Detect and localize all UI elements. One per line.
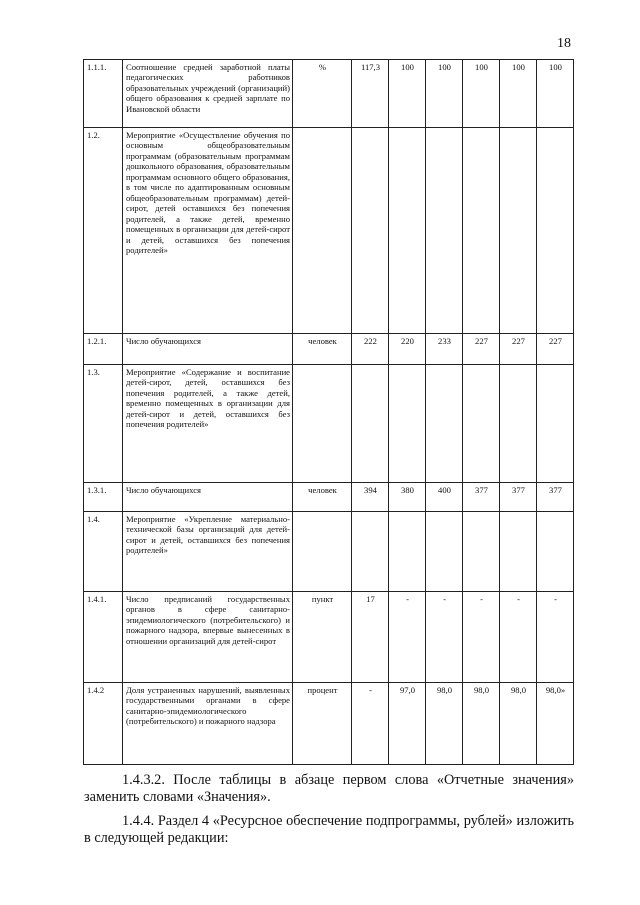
row-name: Мероприятие «Содержание и воспитание детей-сирот, детей, оставшихся без попечения родителей, а также детей, временно помещенных в организации для детей-сирот и детей, оставшихся без попечения родителей» (123, 365, 293, 483)
row-name: Число обучающихся (123, 334, 293, 365)
row-name: Число предписаний государственных органов в сфере санитарно-эпидемиологического (потребительского) и пожарного надзора, впервые вынесенных в отношении организаций для детей-сирот (123, 592, 293, 683)
row-value-6: 227 (537, 334, 574, 365)
paragraph-1 (84, 772, 574, 806)
row-value-5: 100 (500, 60, 537, 128)
row-unit: % (293, 60, 352, 128)
row-value-1 (352, 128, 389, 334)
row-name: Число обучающихся (123, 483, 293, 512)
row-value-4: 98,0 (463, 683, 500, 765)
row-value-4: 377 (463, 483, 500, 512)
row-value-3: 98,0 (426, 683, 463, 765)
table-row (84, 334, 574, 365)
row-value-2 (389, 128, 426, 334)
row-value-3 (426, 512, 463, 592)
row-value-1: 117,3 (352, 60, 389, 128)
row-value-3: 400 (426, 483, 463, 512)
row-value-5: 98,0 (500, 683, 537, 765)
row-name: Соотношение средней заработной платы педагогических работников образовательных учреждений (организаций) общего образования к средней зарплате по Ивановской области (123, 60, 293, 128)
row-number: 1.4.2 (84, 683, 123, 765)
row-value-3: 233 (426, 334, 463, 365)
row-value-5 (500, 128, 537, 334)
table-row (84, 128, 574, 334)
paragraph-1-text: 1.4.3.2. После таблицы в абзаце первом слова «Отчетные значения» заменить словами «Значения». (84, 772, 574, 805)
row-value-5: 377 (500, 483, 537, 512)
row-value-2: 100 (389, 60, 426, 128)
row-value-2: 97,0 (389, 683, 426, 765)
row-value-4: 100 (463, 60, 500, 128)
row-unit (293, 512, 352, 592)
row-value-4: - (463, 592, 500, 683)
row-value-6: - (537, 592, 574, 683)
row-value-2 (389, 365, 426, 483)
row-name: Мероприятие «Укрепление материально-технической базы организаций для детей-сирот и детей, оставшихся без попечения родителей» (123, 512, 293, 592)
row-value-1: 222 (352, 334, 389, 365)
row-name: Мероприятие «Осуществление обучения по основным общеобразовательным программам (образовательным программам дошкольного образования, образовательным программам основного общего образования, в том числе по адаптированным основным общеобразовательным программам) детей-сирот, детей оставшихся без попечения родителей, а также детей, временно помещенных в организации для детей-сирот и детей, оставшихся без попечения родителей» (123, 128, 293, 334)
row-value-1: - (352, 683, 389, 765)
row-value-2: 380 (389, 483, 426, 512)
row-number: 1.2. (84, 128, 123, 334)
table-row (84, 60, 574, 128)
row-value-5: - (500, 592, 537, 683)
row-number: 1.4. (84, 512, 123, 592)
row-value-6 (537, 128, 574, 334)
row-number: 1.3. (84, 365, 123, 483)
row-value-6: 377 (537, 483, 574, 512)
row-value-3: 100 (426, 60, 463, 128)
row-value-3 (426, 128, 463, 334)
row-value-3 (426, 365, 463, 483)
row-unit (293, 128, 352, 334)
row-unit (293, 365, 352, 483)
row-number: 1.2.1. (84, 334, 123, 365)
row-unit: человек (293, 483, 352, 512)
row-value-6 (537, 365, 574, 483)
table-row (84, 683, 574, 765)
row-unit: процент (293, 683, 352, 765)
row-value-6: 98,0» (537, 683, 574, 765)
row-value-4: 227 (463, 334, 500, 365)
row-value-6: 100 (537, 60, 574, 128)
row-number: 1.3.1. (84, 483, 123, 512)
row-number: 1.4.1. (84, 592, 123, 683)
row-value-1 (352, 512, 389, 592)
paragraph-2 (84, 813, 574, 847)
row-value-2: 220 (389, 334, 426, 365)
indicators-table (83, 59, 574, 765)
row-unit: пункт (293, 592, 352, 683)
row-name: Доля устраненных нарушений, выявленных государственными органами в сфере санитарно-эпидемиологического (потребительского) и пожарного надзора (123, 683, 293, 765)
row-value-2: - (389, 592, 426, 683)
row-value-5 (500, 365, 537, 483)
row-value-4 (463, 128, 500, 334)
row-value-1 (352, 365, 389, 483)
paragraph-2-text: 1.4.4. Раздел 4 «Ресурсное обеспечение подпрограммы, рублей» изложить в следующей редакции: (84, 813, 574, 846)
row-unit: человек (293, 334, 352, 365)
row-value-4 (463, 365, 500, 483)
row-value-1: 394 (352, 483, 389, 512)
table-row (84, 592, 574, 683)
row-value-1: 17 (352, 592, 389, 683)
row-value-3: - (426, 592, 463, 683)
row-value-6 (537, 512, 574, 592)
table-row (84, 512, 574, 592)
row-value-4 (463, 512, 500, 592)
row-value-5 (500, 512, 537, 592)
table-row (84, 365, 574, 483)
page-number: 18 (557, 36, 571, 51)
row-value-5: 227 (500, 334, 537, 365)
table-row (84, 483, 574, 512)
row-number: 1.1.1. (84, 60, 123, 128)
row-value-2 (389, 512, 426, 592)
